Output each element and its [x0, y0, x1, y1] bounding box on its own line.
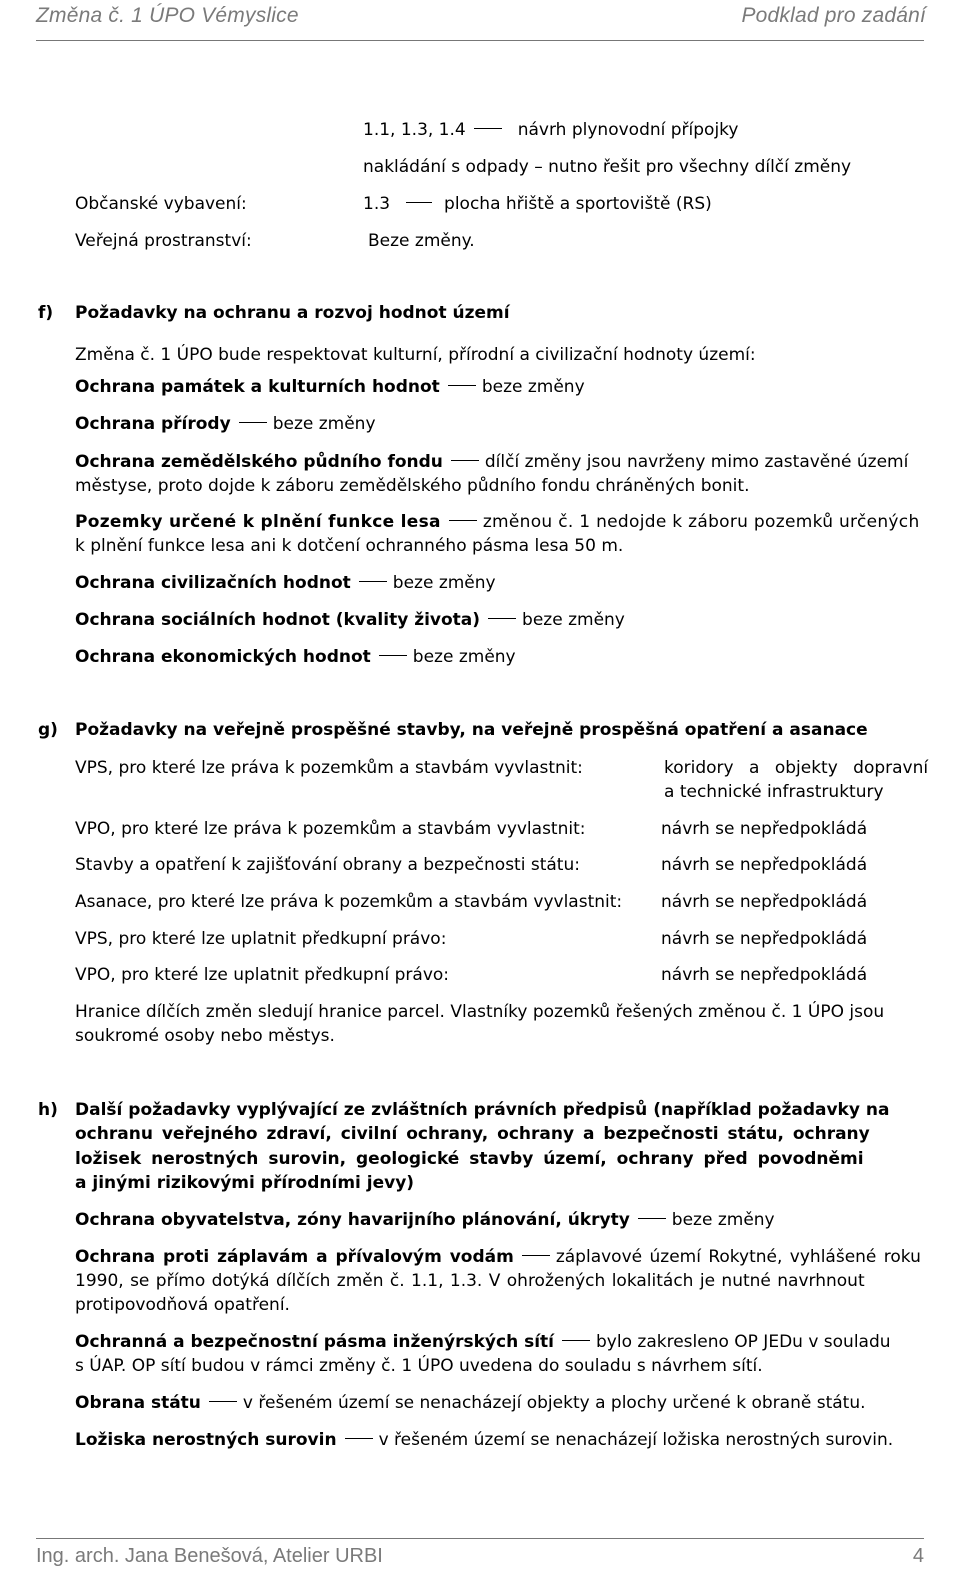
f-item-0: Ochrana památek a kulturních hodnot beze změny: [75, 377, 585, 397]
g-row-0-value2: a technické infrastruktury: [664, 782, 884, 802]
section-f-title: Požadavky na ochranu a rozvoj hodnot území: [75, 303, 510, 323]
g-row-1-label: VPO, pro které lze práva k pozemkům a stavbám vyvlastnit:: [75, 819, 586, 839]
section-h-title-4: a jinými rizikovými přírodními jevy): [75, 1173, 415, 1193]
top-line-2: nakládání s odpady – nutno řešit pro všechny dílčí změny: [363, 157, 852, 177]
public-label: Veřejná prostranství:: [75, 231, 252, 251]
header-rule: [36, 40, 924, 41]
g-row-0-value: koridory a objekty dopravní: [664, 758, 929, 778]
f-item-1: Ochrana přírody beze změny: [75, 414, 376, 434]
section-h-title-3: ložisek nerostných surovin, geologické stavby území, ochrany před povodněmi: [75, 1149, 864, 1169]
h-item-4: Ložiska nerostných surovin v řešeném území se nenacházejí ložiska nerostných surovin.: [75, 1430, 894, 1450]
section-h-title-2: ochranu veřejného zdraví, civilní ochrany, ochrany a bezpečnosti státu, ochrany: [75, 1124, 870, 1144]
f-item-2: Ochrana zemědělského půdního fondu dílčí změny jsou navrženy mimo zastavěné území: [75, 452, 909, 472]
civic-code: 1.3: [363, 194, 391, 214]
gas-text: návrh plynovodní přípojky: [517, 120, 739, 140]
g-row-3-value: návrh se nepředpokládá: [661, 892, 868, 912]
h-item-1-line3: protipovodňová opatření.: [75, 1295, 290, 1315]
footer-rule: [36, 1538, 924, 1539]
header-left: Změna č. 1 ÚPO Vémyslice: [36, 4, 299, 27]
section-h-title-1: Další požadavky vyplývající ze zvláštních právních předpisů (například požadavky na: [75, 1100, 890, 1120]
f-item-2-line2: městyse, proto dojde k záboru zemědělského půdního fondu chráněných bonit.: [75, 476, 750, 496]
f-item-3: Pozemky určené k plnění funkce lesa změnou č. 1 nedojde k záboru pozemků určených: [75, 512, 920, 532]
g-row-2-label: Stavby a opatření k zajišťování obrany a bezpečnosti státu:: [75, 855, 580, 875]
f-item-4: Ochrana civilizačních hodnot beze změny: [75, 573, 496, 593]
civic-line: [363, 192, 712, 216]
g-note-line1: Hranice dílčích změn sledují hranice parcel. Vlastníky pozemků řešených změnou č. 1 ÚPO jsou: [75, 1002, 885, 1022]
g-row-0-label: VPS, pro které lze práva k pozemkům a stavbám vyvlastnit:: [75, 758, 583, 778]
section-g-title: Požadavky na veřejně prospěšné stavby, na veřejně prospěšná opatření a asanace: [75, 720, 868, 740]
g-row-2-value: návrh se nepředpokládá: [661, 855, 868, 875]
section-f-letter: f): [38, 303, 54, 323]
g-row-4-label: VPS, pro které lze uplatnit předkupní právo:: [75, 929, 447, 949]
g-row-5-value: návrh se nepředpokládá: [661, 965, 868, 985]
civic-text: plocha hřiště a sportoviště (RS): [444, 194, 712, 214]
page-number: 4: [912, 1545, 924, 1567]
section-g-letter: g): [38, 720, 58, 740]
h-item-2-line2: s ÚAP. OP sítí budou v rámci změny č. 1 ÚPO uvedena do souladu s návrhem sítí.: [75, 1356, 763, 1376]
footer-author: Ing. arch. Jana Benešová, Atelier URBI: [36, 1545, 383, 1567]
h-item-0: Ochrana obyvatelstva, zóny havarijního plánování, úkryty beze změny: [75, 1210, 775, 1230]
section-h-letter: h): [38, 1100, 58, 1120]
f-item-5: Ochrana sociálních hodnot (kvality života) beze změny: [75, 610, 625, 630]
h-item-1-line2: 1990, se přímo dotýká dílčích změn č. 1.1, 1.3. V ohrožených lokalitách je nutné navrhnout: [75, 1271, 865, 1291]
public-text: Beze změny.: [368, 231, 475, 251]
civic-label: Občanské vybavení:: [75, 194, 247, 214]
g-row-3-label: Asanace, pro které lze práva k pozemkům a stavbám vyvlastnit:: [75, 892, 623, 912]
h-item-3: Obrana státu v řešeném území se nenacházejí objekty a plochy určené k obraně státu.: [75, 1393, 866, 1413]
f-item-6: Ochrana ekonomických hodnot beze změny: [75, 647, 516, 667]
h-item-2: Ochranná a bezpečnostní pásma inženýrských sítí bylo zakresleno OP JEDu v souladu: [75, 1332, 891, 1352]
change-codes: 1.1, 1.3, 1.4: [363, 120, 466, 140]
dash: [406, 202, 432, 203]
header-right: Podklad pro zadání: [741, 4, 926, 27]
top-line-1: [363, 118, 738, 142]
f-item-3-line2: k plnění funkce lesa ani k dotčení ochranného pásma lesa 50 m.: [75, 536, 624, 556]
g-note-line2: soukromé osoby nebo městys.: [75, 1026, 335, 1046]
dash: [474, 128, 502, 129]
section-f-intro: Změna č. 1 ÚPO bude respektovat kulturní, přírodní a civilizační hodnoty území:: [75, 345, 756, 365]
g-row-4-value: návrh se nepředpokládá: [661, 929, 868, 949]
g-row-5-label: VPO, pro které lze uplatnit předkupní právo:: [75, 965, 450, 985]
h-item-1: Ochrana proti záplavám a přívalovým vodám záplavové území Rokytné, vyhlášené roku: [75, 1247, 921, 1267]
g-row-1-value: návrh se nepředpokládá: [661, 819, 868, 839]
